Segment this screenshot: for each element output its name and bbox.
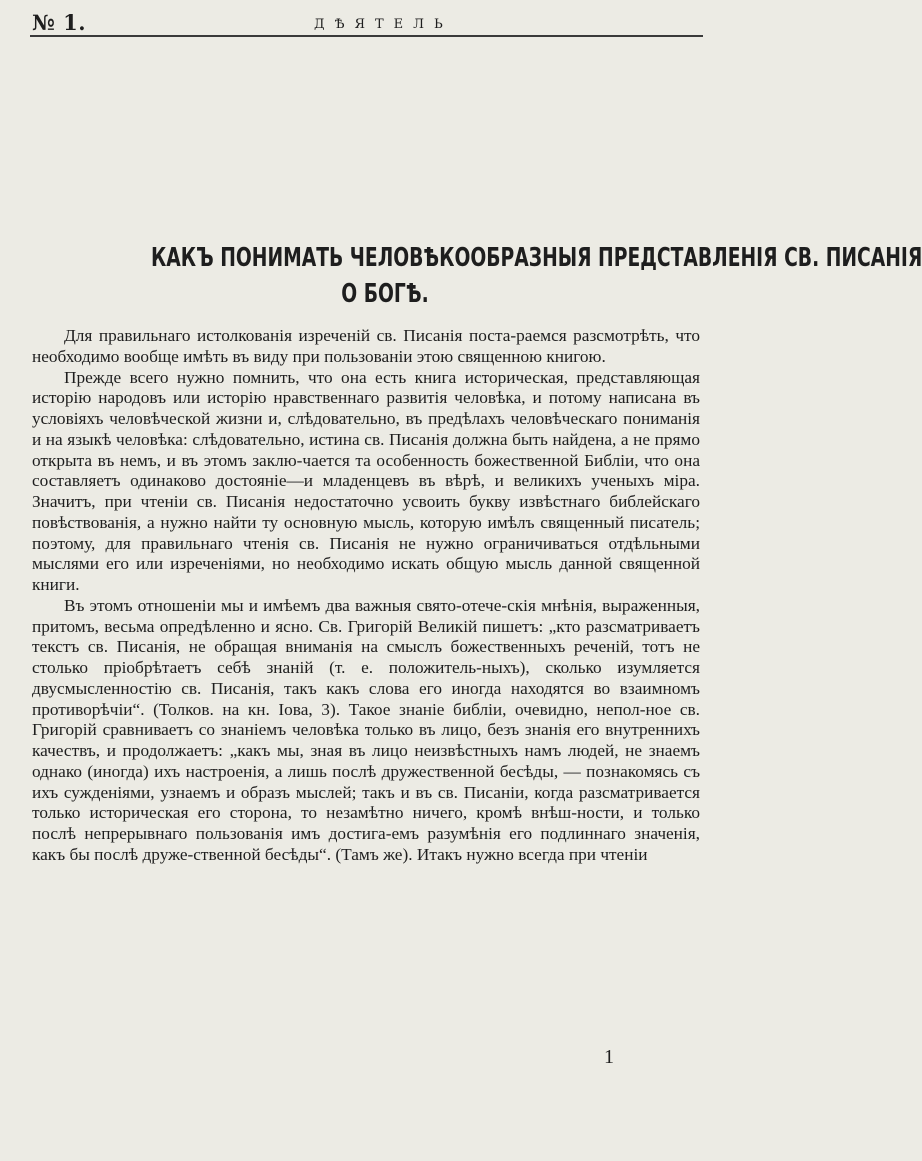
page-number: 1 bbox=[604, 1046, 614, 1068]
article-body bbox=[32, 326, 700, 866]
journal-name: ДѢЯТЕЛЬ bbox=[314, 17, 453, 32]
header-rule bbox=[30, 35, 703, 37]
issue-number: № 1. bbox=[32, 10, 87, 35]
paragraph-3: Въ этомъ отношеніи мы и имѣемъ два важныя свято-отече-скія мнѣнія, выраженныя, притомъ, весьма опредѣленно и ясно. Св. Григорій Великій пишетъ: „кто разсматриваетъ текстъ св. Писанія, не обращая вниманія на смыслъ божественныхъ реченій, тотъ не столько пріобрѣтаетъ себѣ знаній (т. е. положитель-ныхъ), сколько изумляется двусмысленностію св. Писанія, такъ какъ слова его иногда находятся во взаимномъ противорѣчіи“. (Толков. на кн. Іова, 3). Такое знаніе библіи, очевидно, непол-ное св. Григорій сравниваетъ со знаніемъ человѣка только въ лицо, безъ знанія его внутреннихъ качествъ, и продолжаетъ: „какъ мы, зная въ лицо неизвѣстныхъ намъ людей, не знаемъ однако (иногда) ихъ настроенія, а лишь послѣ дружественной бесѣды, — познакомясь съ ихъ сужденіями, узнаемъ и образъ мыслей; такъ и въ св. Писаніи, когда разсматривается только историческая его сторона, то незамѣтно ничего, кромѣ внѣш-ности, и только послѣ непрерывнаго пользованія имъ достига-емъ разумѣнія его подлиннаго значенія, какъ бы послѣ друже-ственной бесѣды“. (Тамъ же). Итакъ нужно всегда при чтеніи bbox=[32, 595, 700, 864]
article-title bbox=[150, 240, 922, 312]
paragraph-2: Прежде всего нужно помнить, что она есть книга историческая, представляющая исторію народовъ или исторію нравственнаго развитія человѣка, и потому написана въ условіяхъ человѣческой жизни и, слѣдовательно, въ предѣлахъ человѣческаго пониманія и на языкѣ человѣка: слѣдовательно, истина св. Писанія должна быть найдена, а не прямо открыта въ немъ, и въ этомъ заклю-чается та особенность божественной Библіи, что она составляетъ одинаково достояніе—и младенцевъ въ вѣрѣ, и великихъ ученыхъ міра. Значитъ, при чтеніи св. Писанія недостаточно усвоить букву извѣстнаго библейскаго повѣствованія, а нужно найти ту основную мысль, которую имѣлъ священный писатель; поэтому, для правильнаго чтенія св. Писанія не нужно ограничиваться отдѣльными мыслями его или изреченіями, но необходимо искать общую мысль данной священной книги. bbox=[32, 367, 700, 594]
article-title-line-2: О БОГѢ. bbox=[341, 279, 429, 309]
page-header bbox=[32, 6, 702, 36]
paragraph-1: Для правильнаго истолкованія изреченій св. Писанія поста-раемся разсмотрѣть, что необходимо вообще имѣть въ виду при пользованіи этою священною книгою. bbox=[32, 326, 700, 366]
article-title-line-1: КАКЪ ПОНИМАТЬ ЧЕЛОВѢКООБРАЗНЫЯ ПРЕДСТАВЛЕНІЯ СВ. ПИСАНІЯ bbox=[150, 243, 922, 273]
